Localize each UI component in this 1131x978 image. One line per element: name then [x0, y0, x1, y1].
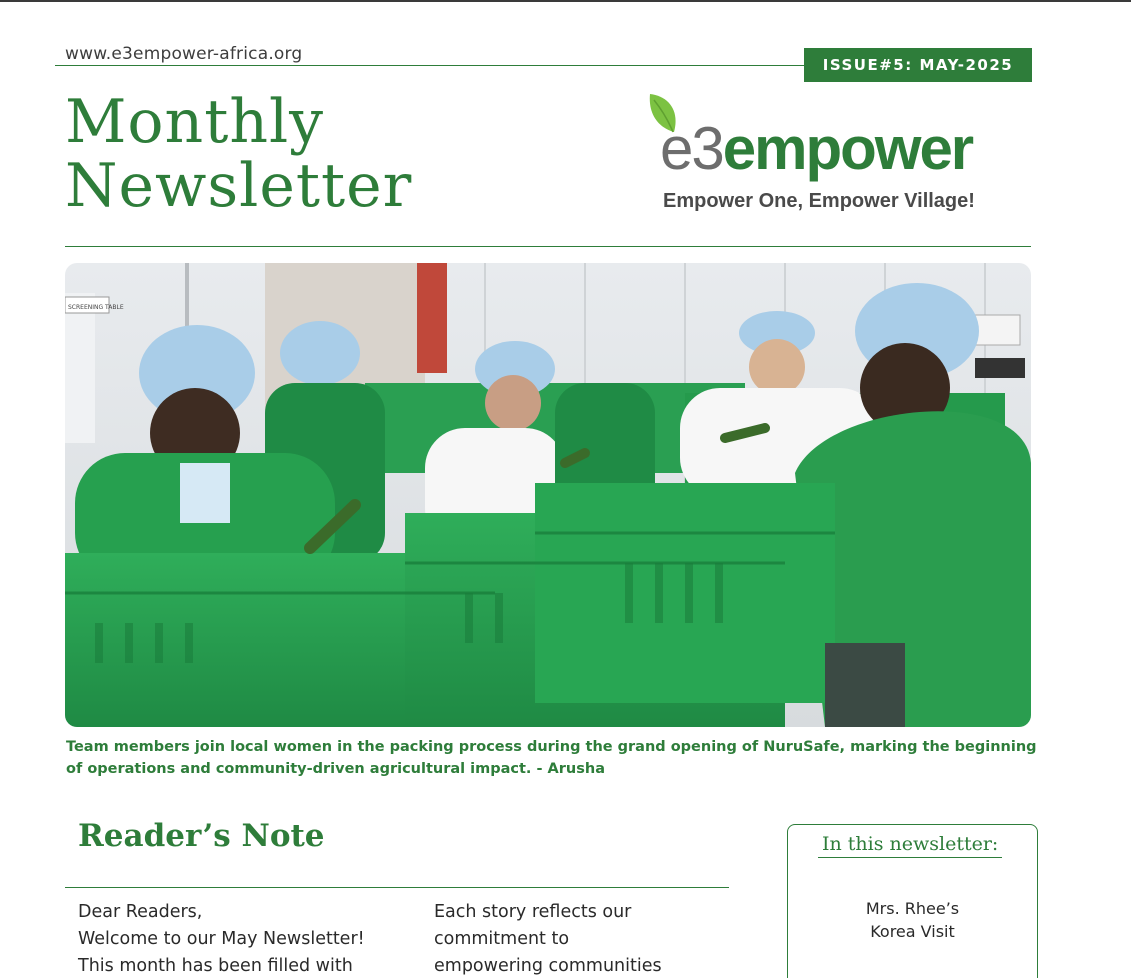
body-line: commitment to — [434, 929, 570, 949]
sign-text: SCREENING TABLE — [68, 304, 124, 311]
e3empower-logo — [646, 92, 1026, 222]
toc-title: In this newsletter: — [818, 833, 1002, 858]
packing-scene-illustration — [65, 263, 1031, 727]
toc-item-korea-visit[interactable] — [788, 897, 1037, 943]
title-line-2: Newsletter — [65, 151, 413, 221]
body-line: Welcome to our May Newsletter! — [78, 929, 365, 949]
website-url[interactable]: www.e3empower-africa.org — [65, 44, 303, 64]
title-divider — [65, 246, 1031, 247]
toc-item-line: Korea Visit — [870, 922, 955, 941]
page-title — [65, 87, 413, 221]
body-line: Dear Readers, — [78, 902, 203, 922]
title-line-1: Monthly — [65, 87, 325, 157]
logo-e3: e3 — [660, 115, 723, 182]
table-of-contents — [787, 824, 1038, 978]
body-line: This month has been filled with — [78, 956, 353, 976]
readers-note-divider — [65, 887, 729, 888]
top-border — [0, 0, 1131, 2]
logo-empower: empower — [722, 115, 973, 182]
toc-item-line: Mrs. Rhee’s — [865, 899, 960, 918]
body-line: Each story reflects our — [434, 902, 632, 922]
issue-badge: ISSUE#5: MAY-2025 — [804, 48, 1032, 82]
logo-tagline: Empower One, Empower Village! — [663, 190, 975, 212]
readers-note-left-column — [78, 899, 408, 978]
hero-photo — [65, 263, 1031, 727]
photo-caption: Team members join local women in the packing process during the grand opening of NuruSafe, marking the beginning of operations and community-driven agricultural impact. - Arusha — [66, 739, 1037, 777]
body-line: empowering communities — [434, 956, 662, 976]
readers-note-right-column — [434, 899, 724, 978]
readers-note-title: Reader’s Note — [78, 818, 325, 854]
logo-wordmark — [660, 114, 972, 184]
header-divider — [55, 65, 805, 66]
